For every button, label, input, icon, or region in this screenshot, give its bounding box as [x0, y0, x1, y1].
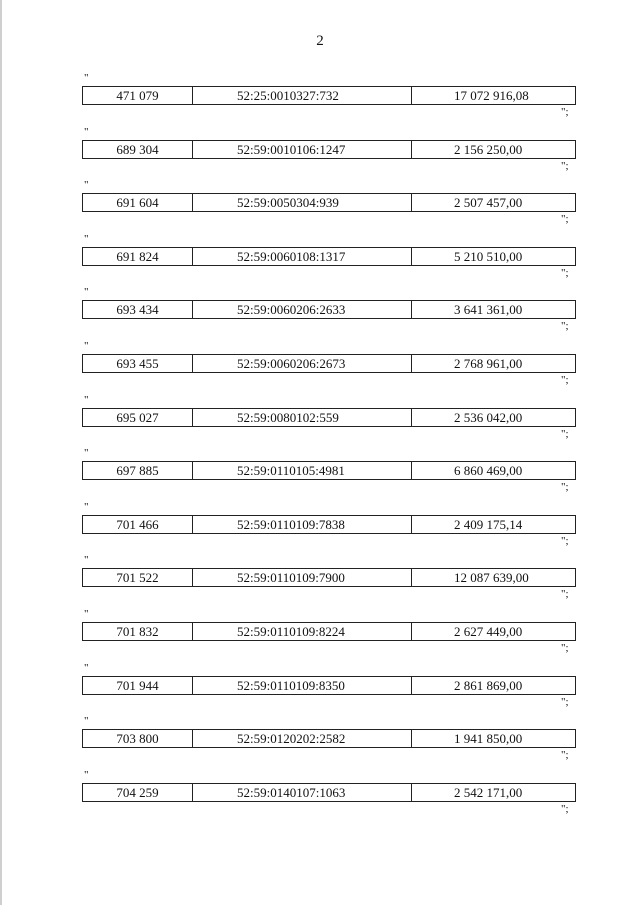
entry-block: [0, 609, 640, 662]
open-quote-mark: ": [84, 286, 89, 298]
cell-cadastral-code: 52:59:0110109:7900: [193, 569, 412, 586]
cell-cadastral-code: 52:59:0060108:1317: [193, 248, 412, 265]
cell-amount: 17 072 916,08: [454, 88, 529, 103]
open-quote-mark: ": [84, 394, 89, 406]
entry-block: [0, 395, 640, 448]
entry-block: [0, 770, 640, 823]
cell-number: 471 079: [83, 87, 193, 104]
cell-amount: 2 768 961,00: [454, 356, 523, 371]
cell-cadastral-code: 52:59:0110109:8224: [193, 623, 412, 640]
open-quote-mark: ": [84, 554, 89, 566]
open-quote-mark: ": [84, 340, 89, 352]
cell-amount: 2 627 449,00: [454, 624, 523, 639]
cell-cadastral-code: 52:59:0060206:2633: [193, 301, 412, 318]
entry-block: [0, 287, 640, 340]
table-row: [82, 86, 576, 105]
cell-amount: 12 087 639,00: [454, 570, 529, 585]
cell-cadastral-code: 52:59:0120202:2582: [193, 730, 412, 747]
cell-number: 691 604: [83, 194, 193, 211]
cell-cadastral-code: 52:59:0140107:1063: [193, 784, 412, 801]
page-number: 2: [316, 33, 324, 49]
close-quote-mark: ";: [561, 535, 569, 547]
entry-block: [0, 127, 640, 180]
cell-amount: 2 542 171,00: [454, 785, 523, 800]
table-row: [82, 515, 576, 534]
table-row: [82, 193, 576, 212]
open-quote-mark: ": [84, 608, 89, 620]
table-row: [82, 461, 576, 480]
close-quote-mark: ";: [561, 374, 569, 386]
table-row: [82, 300, 576, 319]
entry-block: [0, 555, 640, 608]
cell-number: 693 434: [83, 301, 193, 318]
open-quote-mark: ": [84, 233, 89, 245]
cell-number: 697 885: [83, 462, 193, 479]
close-quote-mark: ";: [561, 160, 569, 172]
cell-number: 704 259: [83, 784, 193, 801]
entry-block: [0, 73, 640, 126]
entry-block: [0, 234, 640, 287]
open-quote-mark: ": [84, 769, 89, 781]
entry-block: [0, 716, 640, 769]
cell-amount: 3 641 361,00: [454, 302, 523, 317]
table-row: [82, 783, 576, 802]
close-quote-mark: ";: [561, 106, 569, 118]
entry-block: [0, 663, 640, 716]
close-quote-mark: ";: [561, 267, 569, 279]
cell-cadastral-code: 52:25:0010327:732: [193, 87, 412, 104]
table-row: [82, 140, 576, 159]
cell-number: 701 466: [83, 516, 193, 533]
cell-amount: 2 507 457,00: [454, 195, 523, 210]
cell-cadastral-code: 52:59:0110109:8350: [193, 677, 412, 694]
cell-cadastral-code: 52:59:0050304:939: [193, 194, 412, 211]
cell-amount: 2 861 869,00: [454, 678, 523, 693]
cell-amount: 2 409 175,14: [454, 517, 523, 532]
close-quote-mark: ";: [561, 696, 569, 708]
cell-number: 689 304: [83, 141, 193, 158]
table-row: [82, 408, 576, 427]
table-row: [82, 354, 576, 373]
cell-amount: 6 860 469,00: [454, 463, 523, 478]
entry-block: [0, 180, 640, 233]
entry-block: [0, 502, 640, 555]
open-quote-mark: ": [84, 715, 89, 727]
close-quote-mark: ";: [561, 481, 569, 493]
table-row: [82, 729, 576, 748]
open-quote-mark: ": [84, 662, 89, 674]
cell-number: 701 944: [83, 677, 193, 694]
close-quote-mark: ";: [561, 320, 569, 332]
cell-number: 691 824: [83, 248, 193, 265]
open-quote-mark: ": [84, 501, 89, 513]
open-quote-mark: ": [84, 179, 89, 191]
close-quote-mark: ";: [561, 642, 569, 654]
cell-cadastral-code: 52:59:0110109:7838: [193, 516, 412, 533]
close-quote-mark: ";: [561, 428, 569, 440]
cell-number: 695 027: [83, 409, 193, 426]
close-quote-mark: ";: [561, 213, 569, 225]
cell-cadastral-code: 52:59:0060206:2673: [193, 355, 412, 372]
cell-number: 701 832: [83, 623, 193, 640]
cell-amount: 1 941 850,00: [454, 731, 523, 746]
table-row: [82, 568, 576, 587]
cell-number: 701 522: [83, 569, 193, 586]
cell-number: 693 455: [83, 355, 193, 372]
entry-block: [0, 448, 640, 501]
table-row: [82, 676, 576, 695]
open-quote-mark: ": [84, 72, 89, 84]
open-quote-mark: ": [84, 126, 89, 138]
cell-amount: 2 156 250,00: [454, 142, 523, 157]
cell-cadastral-code: 52:59:0080102:559: [193, 409, 412, 426]
cell-cadastral-code: 52:59:0110105:4981: [193, 462, 412, 479]
cell-number: 703 800: [83, 730, 193, 747]
entry-block: [0, 341, 640, 394]
close-quote-mark: ";: [561, 749, 569, 761]
open-quote-mark: ": [84, 447, 89, 459]
close-quote-mark: ";: [561, 588, 569, 600]
cell-amount: 2 536 042,00: [454, 410, 523, 425]
close-quote-mark: ";: [561, 803, 569, 815]
table-row: [82, 622, 576, 641]
cell-cadastral-code: 52:59:0010106:1247: [193, 141, 412, 158]
cell-amount: 5 210 510,00: [454, 249, 523, 264]
table-row: [82, 247, 576, 266]
